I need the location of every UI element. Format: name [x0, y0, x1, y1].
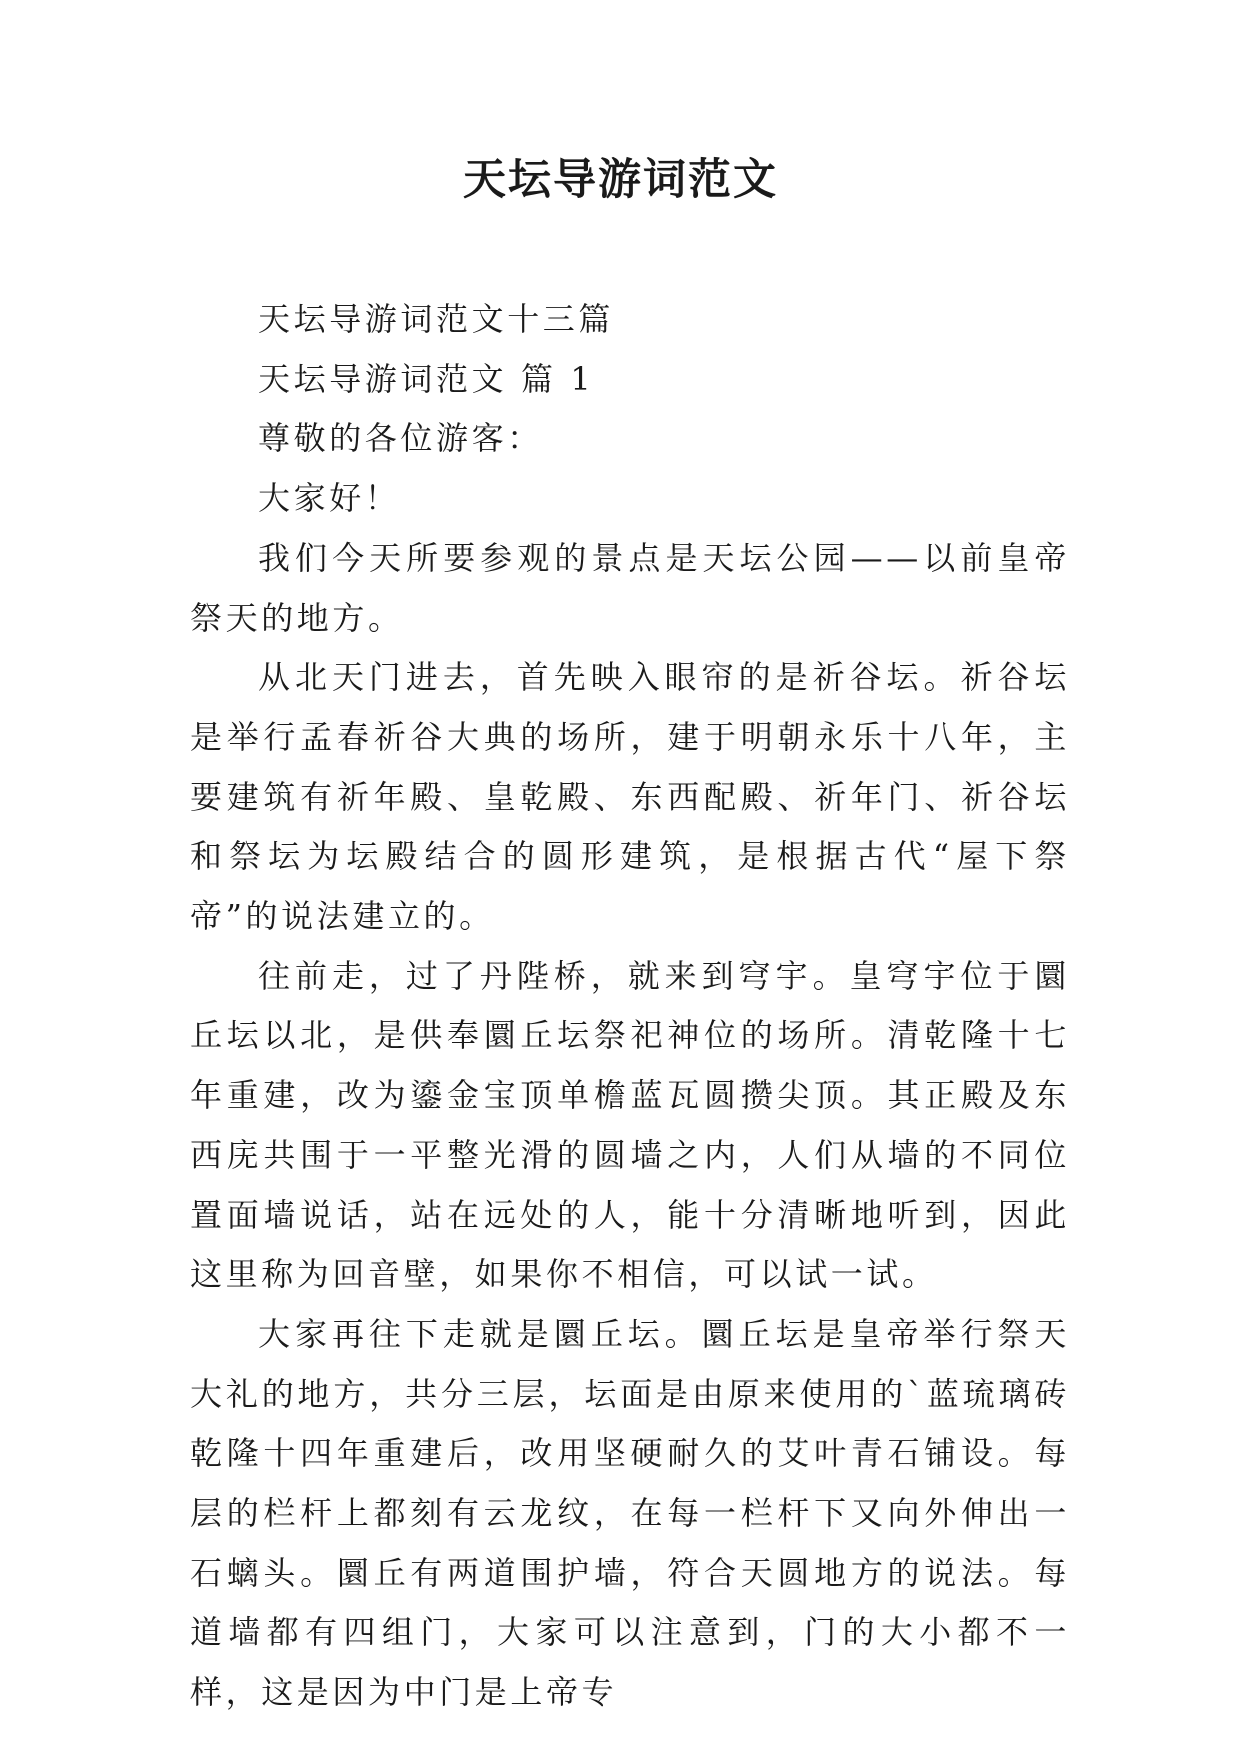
body-paragraph: 我们今天所要参观的景点是天坛公园——以前皇帝祭天的地方。	[190, 538, 1070, 637]
section-heading: 天坛导游词范文 篇 1	[258, 359, 595, 398]
body-paragraph: 从北天门进去，首先映入眼帘的是祈谷坛。祈谷坛是举行孟春祈谷大典的场所，建于明朝永乐十八年，主要建筑有祈年殿、皇乾殿、东西配殿、祈年门、祈谷坛和祭坛为坛殿结合的圆形建筑，是根据古代“屋下祭帝”的说法建立的。	[190, 658, 1070, 936]
subtitle-paragraph: 天坛导游词范文十三篇	[258, 300, 615, 338]
body-paragraph: 大家再往下走就是圜丘坛。圜丘坛是皇帝举行祭天大礼的地方，共分三层，坛面是由原来使用的`蓝琉璃砖乾隆十四年重建后，改用坚硬耐久的艾叶青石铺设。每层的栏杆上都刻有云龙纹，在每一栏杆下又向外伸出一石螭头。圜丘有两道围护墙，符合天圆地方的说法。每道墙都有四组门，大家可以注意到，门的大小都不一样，这是因为中门是上帝专	[190, 1314, 1070, 1712]
greeting-paragraph: 大家好！	[258, 479, 401, 518]
body-paragraph: 往前走，过了丹陛桥，就来到穹宇。皇穹宇位于圜丘坛以北，是供奉圜丘坛祭祀神位的场所。清乾隆十七年重建，改为鎏金宝顶单檐蓝瓦圆攒尖顶。其正殿及东西庑共围于一平整光滑的圆墙之内，人们从墙的不同位置面墙说话，站在远处的人，能十分清晰地听到，因此这里称为回音壁，如果你不相信，可以试一试。	[190, 956, 1070, 1294]
greeting-paragraph: 尊敬的各位游客：	[258, 419, 543, 458]
document-body	[190, 290, 1070, 1723]
document-title: 天坛导游词范文	[463, 155, 778, 205]
